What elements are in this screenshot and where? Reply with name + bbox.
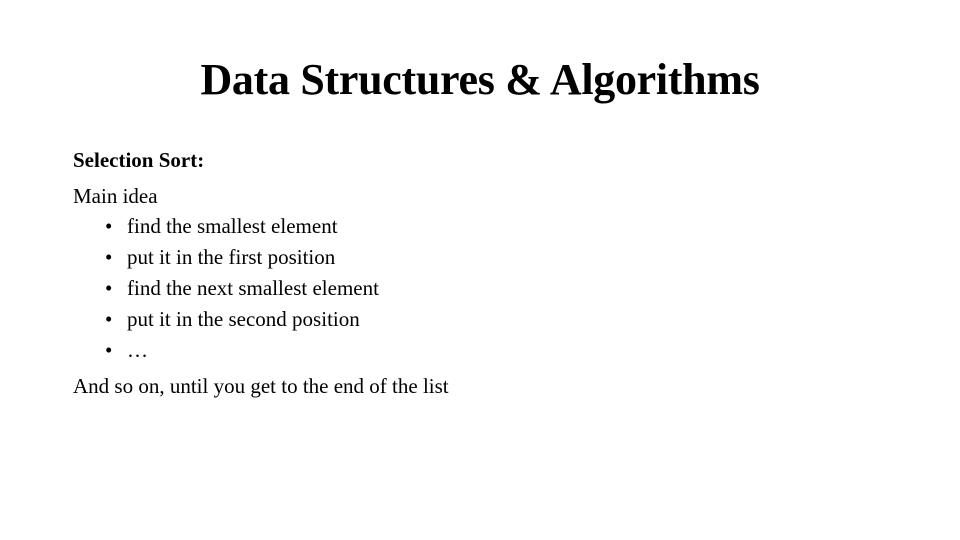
- bullet-text: …: [127, 338, 148, 362]
- bullet-item: [105, 242, 893, 273]
- bullet-text: put it in the second position: [127, 307, 360, 331]
- bullet-text: find the smallest element: [127, 214, 338, 238]
- bullet-icon: •: [105, 214, 113, 238]
- bullet-icon: •: [105, 276, 113, 300]
- bullet-list: [73, 211, 893, 366]
- bullet-text: find the next smallest element: [127, 276, 379, 300]
- bullet-item: [105, 211, 893, 242]
- section-subheading: Main idea: [73, 184, 158, 208]
- slide-title: Data Structures & Algorithms: [200, 55, 760, 104]
- closing-text: And so on, until you get to the end of the list: [73, 374, 449, 398]
- section-heading: Selection Sort:: [73, 148, 205, 172]
- bullet-text: put it in the first position: [127, 245, 336, 269]
- slide-body: [73, 145, 893, 401]
- bullet-icon: •: [105, 245, 113, 269]
- bullet-icon: •: [105, 338, 113, 362]
- bullet-item: [105, 304, 893, 335]
- bullet-item: [105, 273, 893, 304]
- bullet-icon: •: [105, 307, 113, 331]
- bullet-item: [105, 335, 893, 366]
